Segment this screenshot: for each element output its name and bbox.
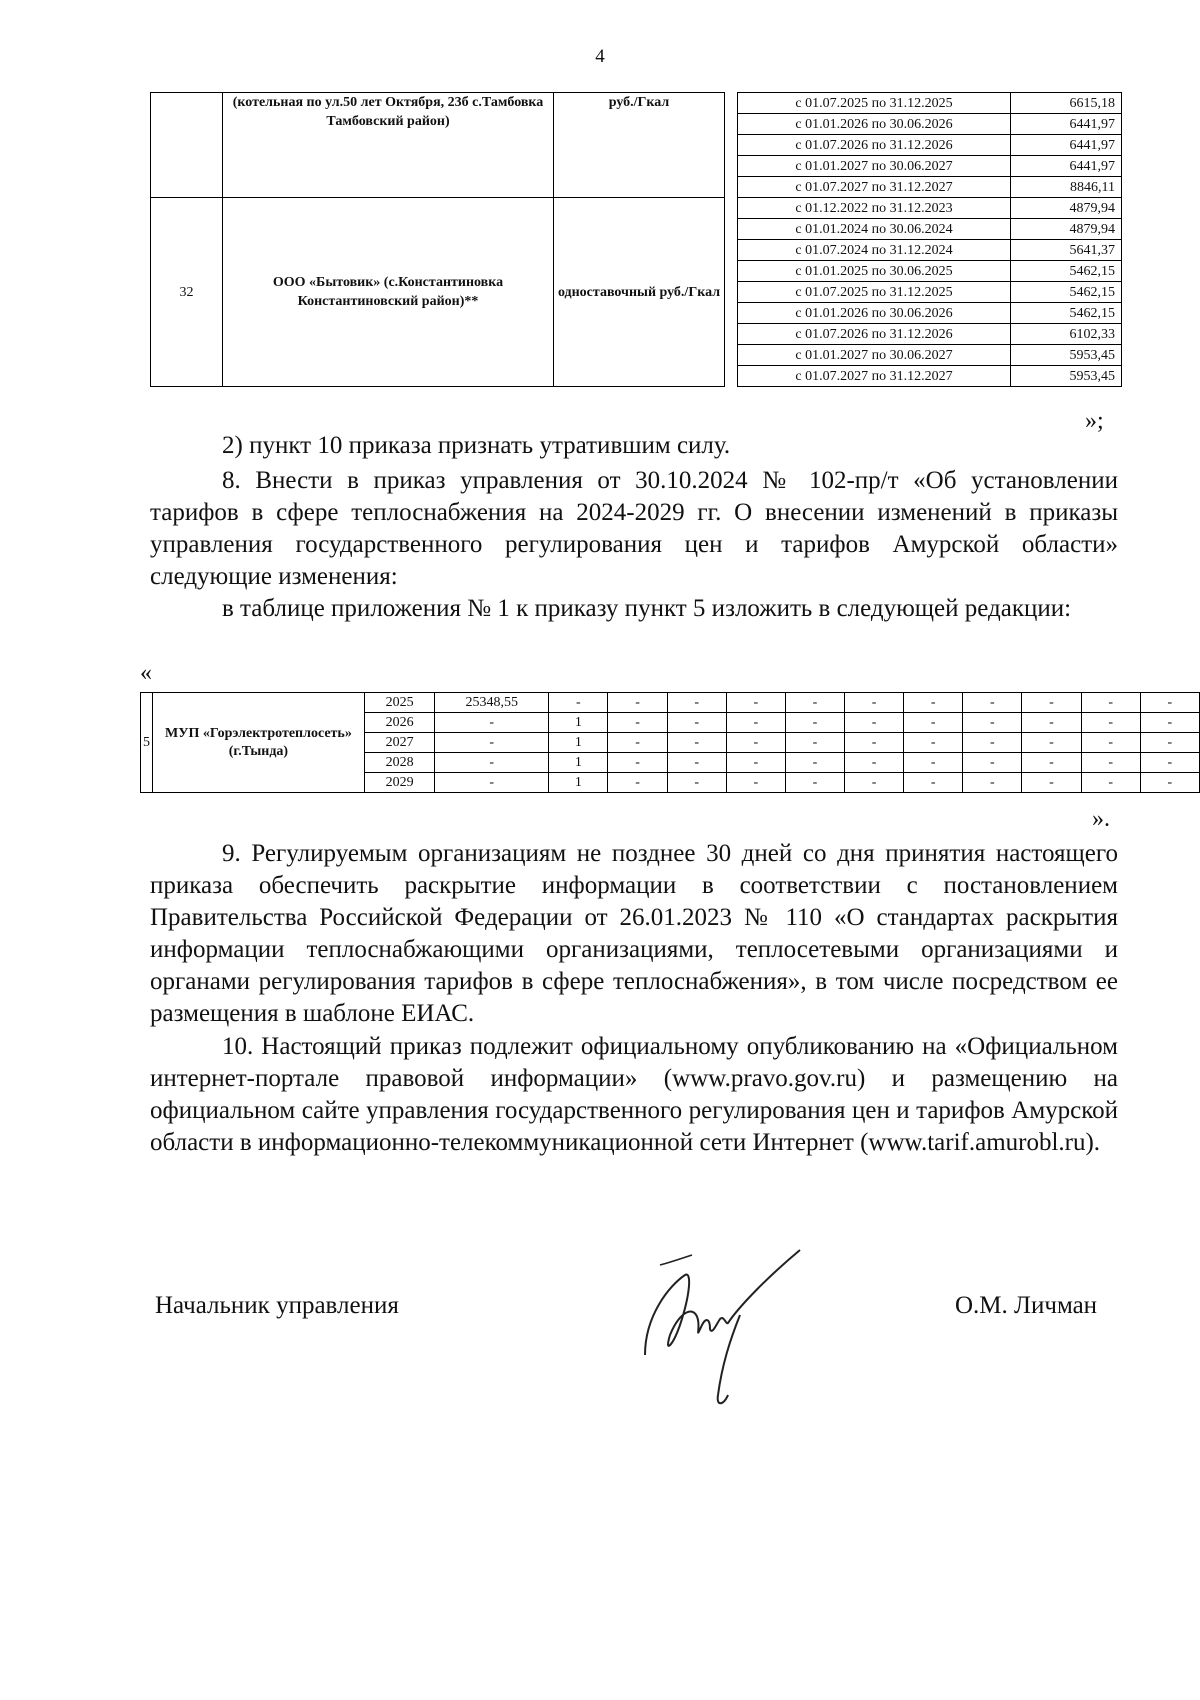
closing-quote-2: ».	[1092, 806, 1110, 832]
tariff-value-cell: 6615,18	[1011, 93, 1122, 114]
value-cell: -	[726, 753, 785, 773]
period-cell: с 01.07.2025 по 31.12.2025	[738, 93, 1011, 114]
value-cell: -	[845, 733, 904, 753]
tariff-value-cell: 5641,37	[1011, 240, 1122, 261]
opening-quote: «	[140, 660, 152, 686]
period-cell: с 01.01.2026 по 30.06.2026	[738, 114, 1011, 135]
value-cell: -	[726, 773, 785, 793]
value-cell: -	[904, 693, 963, 713]
value-cell: -	[785, 753, 844, 773]
tariff-value-cell: 5462,15	[1011, 303, 1122, 324]
period-cell: с 01.01.2026 по 30.06.2026	[738, 303, 1011, 324]
value-cell: -	[1022, 713, 1081, 733]
period-cell: с 01.01.2025 по 30.06.2025	[738, 261, 1011, 282]
value-cell: -	[963, 733, 1022, 753]
org-name-cell: МУП «Горэлектротеплосеть» (г.Тында)	[152, 693, 364, 793]
tariff-table-2	[140, 692, 1200, 793]
unit-cell: одноставочный руб./Гкал	[554, 198, 725, 387]
value-cell: -	[845, 713, 904, 733]
year-cell: 2029	[364, 773, 434, 793]
value-cell: 1	[549, 753, 608, 773]
value-cell: -	[963, 693, 1022, 713]
value-cell: -	[845, 753, 904, 773]
tariff-value-cell: 6441,97	[1011, 114, 1122, 135]
tariff-value-cell: 5953,45	[1011, 345, 1122, 366]
value-cell: -	[1140, 733, 1199, 753]
year-cell: 2027	[364, 733, 434, 753]
tariff-value-cell: 6441,97	[1011, 135, 1122, 156]
value-cell: -	[1081, 753, 1140, 773]
value-cell: -	[845, 693, 904, 713]
period-cell: с 01.01.2027 по 30.06.2027	[738, 345, 1011, 366]
row-number-cell	[151, 93, 223, 198]
value-cell: -	[1140, 713, 1199, 733]
value-cell: 1	[549, 713, 608, 733]
value-cell: -	[667, 773, 726, 793]
paragraph-8: 8. Внести в приказ управления от 30.10.2024 № 102-пр/т «Об установлении тарифов в сфере теплоснабжения на 2024-2029 гг. О внесении изменений в приказы управления государственного регулирования цен и тарифов Амурской области» следующие изменения:	[150, 467, 1118, 590]
value-cell: -	[845, 773, 904, 793]
paragraph-9: 9. Регулируемым организациям не позднее 30 дней со дня принятия настоящего приказа обеспечить раскрытие информации в соответствии с постановлением Правительства Российской Федерации от 26.01.2023 № 110 «О стандартах раскрытия информации теплоснабжающими организациями, теплосетевыми организациями и органами регулирования тарифов в сфере теплоснабжения», в том числе посредством ее размещения в шаблоне ЕИАС.	[150, 840, 1118, 1027]
handwritten-signature	[640, 1245, 830, 1415]
paragraph-8-sub: в таблице приложения № 1 к приказу пункт 5 изложить в следующей редакции:	[222, 595, 1072, 622]
value-cell: -	[904, 773, 963, 793]
value-cell: -	[963, 713, 1022, 733]
tariff-value-cell: 6441,97	[1011, 156, 1122, 177]
value-cell: -	[726, 693, 785, 713]
value-cell: -	[904, 713, 963, 733]
value-cell: -	[785, 693, 844, 713]
period-cell: с 01.07.2027 по 31.12.2027	[738, 366, 1011, 387]
value-cell: 1	[549, 733, 608, 753]
period-cell: с 01.01.2024 по 30.06.2024	[738, 219, 1011, 240]
period-cell: с 01.07.2027 по 31.12.2027	[738, 177, 1011, 198]
value-cell: -	[904, 753, 963, 773]
period-cell: с 01.07.2024 по 31.12.2024	[738, 240, 1011, 261]
value-cell: -	[1081, 713, 1140, 733]
year-cell: 2025	[364, 693, 434, 713]
value-cell: -	[608, 693, 667, 713]
value-cell: -	[1140, 693, 1199, 713]
row-number-cell: 5	[141, 693, 153, 793]
value-cell: -	[608, 773, 667, 793]
value-cell: -	[1140, 753, 1199, 773]
value-cell: -	[667, 733, 726, 753]
closing-quote: »;	[1085, 408, 1104, 434]
value-cell: -	[608, 753, 667, 773]
value-cell: -	[963, 753, 1022, 773]
value-cell: -	[1081, 773, 1140, 793]
value-cell: -	[785, 713, 844, 733]
signer-position: Начальник управления	[155, 1292, 399, 1319]
value-cell: -	[1022, 753, 1081, 773]
period-cell: с 01.07.2025 по 31.12.2025	[738, 282, 1011, 303]
org-name-cell: ООО «Бытовик» (с.Константиновка Константиновский район)**	[223, 198, 554, 387]
value-cell: -	[667, 693, 726, 713]
value-cell: -	[785, 733, 844, 753]
value-cell: -	[608, 733, 667, 753]
paragraph-10: 10. Настоящий приказ подлежит официальному опубликованию на «Официальном интернет-портале правовой информации» (www.pravo.gov.ru) и размещению на официальном сайте управления государственного регулирования цен и тарифов Амурской области в информационно-телекоммуникационной сети Интернет (www.tarif.amurobl.ru).	[150, 1033, 1118, 1156]
value-cell: 1	[549, 773, 608, 793]
tariff-value-cell: 4879,94	[1011, 219, 1122, 240]
value-cell: 25348,55	[435, 693, 549, 713]
value-cell: -	[435, 753, 549, 773]
value-cell: -	[549, 693, 608, 713]
value-cell: -	[726, 713, 785, 733]
tariff-value-cell: 4879,94	[1011, 198, 1122, 219]
year-cell: 2026	[364, 713, 434, 733]
value-cell: -	[608, 713, 667, 733]
value-cell: -	[904, 733, 963, 753]
tariff-value-cell: 5462,15	[1011, 282, 1122, 303]
year-cell: 2028	[364, 753, 434, 773]
value-cell: -	[667, 713, 726, 733]
tariff-value-cell: 5462,15	[1011, 261, 1122, 282]
value-cell: -	[435, 713, 549, 733]
value-cell: -	[1022, 733, 1081, 753]
value-cell: -	[1022, 773, 1081, 793]
period-cell: с 01.01.2027 по 30.06.2027	[738, 156, 1011, 177]
value-cell: -	[785, 773, 844, 793]
period-cell: с 01.07.2026 по 31.12.2026	[738, 324, 1011, 345]
value-cell: -	[1022, 693, 1081, 713]
row-number-cell: 32	[151, 198, 223, 387]
gap-cell	[725, 93, 738, 387]
value-cell: -	[1140, 773, 1199, 793]
tariff-table	[150, 92, 1122, 387]
signer-name: О.М. Личман	[955, 1292, 1098, 1319]
value-cell: -	[1081, 693, 1140, 713]
value-cell: -	[1081, 733, 1140, 753]
tariff-value-cell: 8846,11	[1011, 177, 1122, 198]
unit-cell: руб./Гкал	[554, 93, 725, 198]
value-cell: -	[667, 753, 726, 773]
value-cell: -	[435, 773, 549, 793]
page-number: 4	[595, 46, 605, 67]
value-cell: -	[726, 733, 785, 753]
tariff-value-cell: 5953,45	[1011, 366, 1122, 387]
tariff-value-cell: 6102,33	[1011, 324, 1122, 345]
org-name-cell: (котельная по ул.50 лет Октября, 23б с.Тамбовка Тамбовский район)	[223, 93, 554, 198]
period-cell: с 01.07.2026 по 31.12.2026	[738, 135, 1011, 156]
value-cell: -	[963, 773, 1022, 793]
value-cell: -	[435, 733, 549, 753]
paragraph-2: 2) пункт 10 приказа признать утратившим силу.	[222, 432, 731, 459]
period-cell: с 01.12.2022 по 31.12.2023	[738, 198, 1011, 219]
